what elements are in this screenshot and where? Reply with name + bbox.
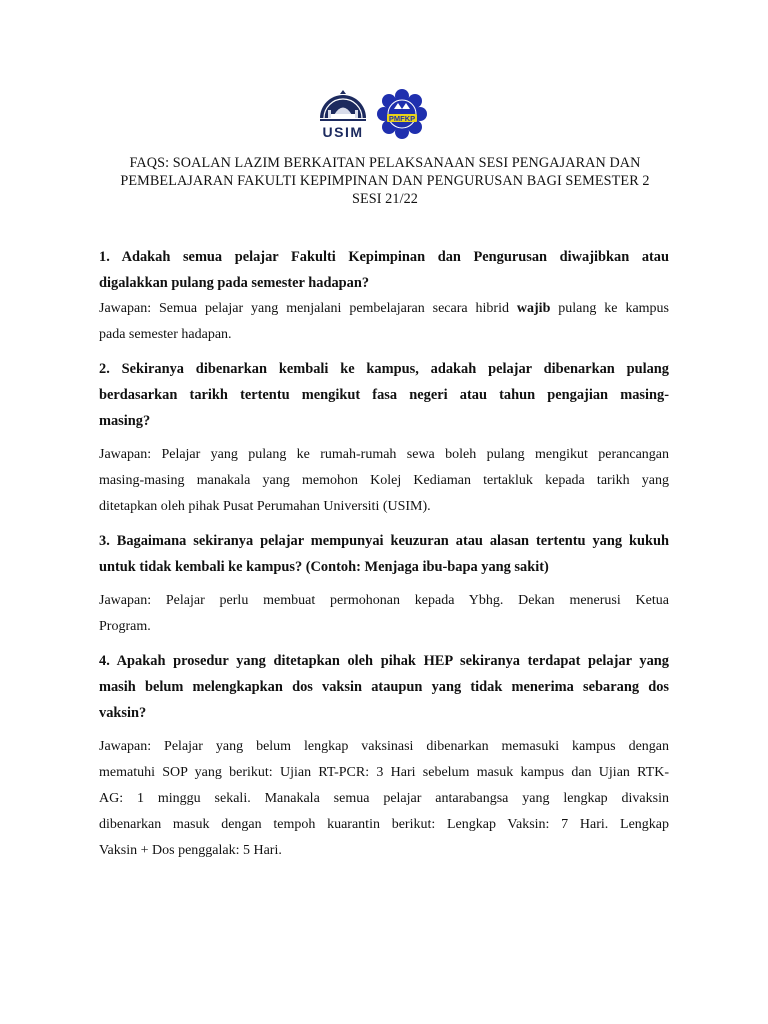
question-line: digalakkan pulang pada semester hadapan?	[99, 275, 370, 291]
question-line: 1. Adakah semua pelajar Fakulti Kepimpinan dan Pengurusan diwajibkan atau	[99, 249, 669, 265]
usim-logo-text: USIM	[322, 124, 364, 140]
answer-line: dibenarkan masuk dengan tempoh kuarantin berikut: Lengkap Vaksin: 7 Hari. Lengkap	[99, 817, 669, 832]
title-line: SESI 21/22	[351, 191, 419, 207]
answer-line: Jawapan: Pelajar perlu membuat permohonan kepada Ybhg. Dekan menerusi Ketua	[99, 593, 669, 608]
faq-item-1	[99, 244, 669, 348]
faq-item-3	[99, 528, 669, 640]
faq-item-4	[99, 648, 669, 864]
question-line: untuk tidak kembali ke kampus? (Contoh: Menjaga ibu-bapa yang sakit)	[99, 559, 549, 575]
pmfkp-logo-text: PMFKP	[388, 114, 416, 123]
answer-line: Vaksin + Dos penggalak: 5 Hari.	[99, 843, 282, 858]
answer-line: mematuhi SOP yang berikut: Ujian RT-PCR: 3 Hari sebelum masuk kampus dan Ujian RTK-	[99, 765, 669, 780]
title-line: FAQS: SOALAN LAZIM BERKAITAN PELAKSANAAN SESI PENGAJARAN DAN	[129, 155, 641, 171]
answer-line: AG: 1 minggu sekali. Manakala semua pelajar antarabangsa yang lengkap divaksin	[99, 791, 669, 806]
question-line: 4. Apakah prosedur yang ditetapkan oleh pihak HEP sekiranya terdapat pelajar yang	[99, 653, 669, 669]
faq-list	[99, 244, 669, 864]
answer-line: Program.	[99, 619, 151, 634]
question-line: 3. Bagaimana sekiranya pelajar mempunyai keuzuran atau alasan tertentu yang kukuh	[99, 533, 669, 549]
answer-line: Jawapan: Pelajar yang belum lengkap vaksinasi dibenarkan memasuki kampus dengan	[99, 739, 669, 754]
answer-line	[99, 296, 669, 322]
answer-text: pulang ke kampus	[550, 301, 670, 316]
header-logos	[314, 88, 434, 140]
title-line: PEMBELAJARAN FAKULTI KEPIMPINAN DAN PENGURUSAN BAGI SEMESTER 2	[120, 173, 650, 189]
answer-line: pada semester hadapan.	[99, 327, 232, 342]
question-line: masing?	[99, 413, 151, 429]
answer-line: masing-masing manakala yang memohon Kolej Kediaman tertakluk kepada tarikh yang	[99, 473, 669, 488]
answer-text: Jawapan: Semua pelajar yang menjalani pembelajaran secara hibrid	[99, 301, 517, 316]
question-line: vaksin?	[99, 705, 147, 721]
answer-emphasis: wajib	[516, 301, 551, 316]
answer-line: Jawapan: Pelajar yang pulang ke rumah-rumah sewa boleh pulang mengikut perancangan	[99, 447, 669, 462]
answer-line: ditetapkan oleh pihak Pusat Perumahan Universiti (USIM).	[99, 499, 431, 514]
faq-item-2	[99, 356, 669, 520]
document-title	[90, 154, 680, 208]
question-line: 2. Sekiranya dibenarkan kembali ke kampus, adakah pelajar dibenarkan pulang	[99, 361, 669, 377]
question-line: masih belum melengkapkan dos vaksin ataupun yang tidak menerima sebarang dos	[99, 679, 669, 695]
usim-crest-icon	[314, 88, 372, 140]
pmfkp-emblem-icon	[372, 88, 432, 140]
question-line: berdasarkan tarikh tertentu mengikut fasa negeri atau tahun pengajian masing-	[99, 387, 669, 403]
